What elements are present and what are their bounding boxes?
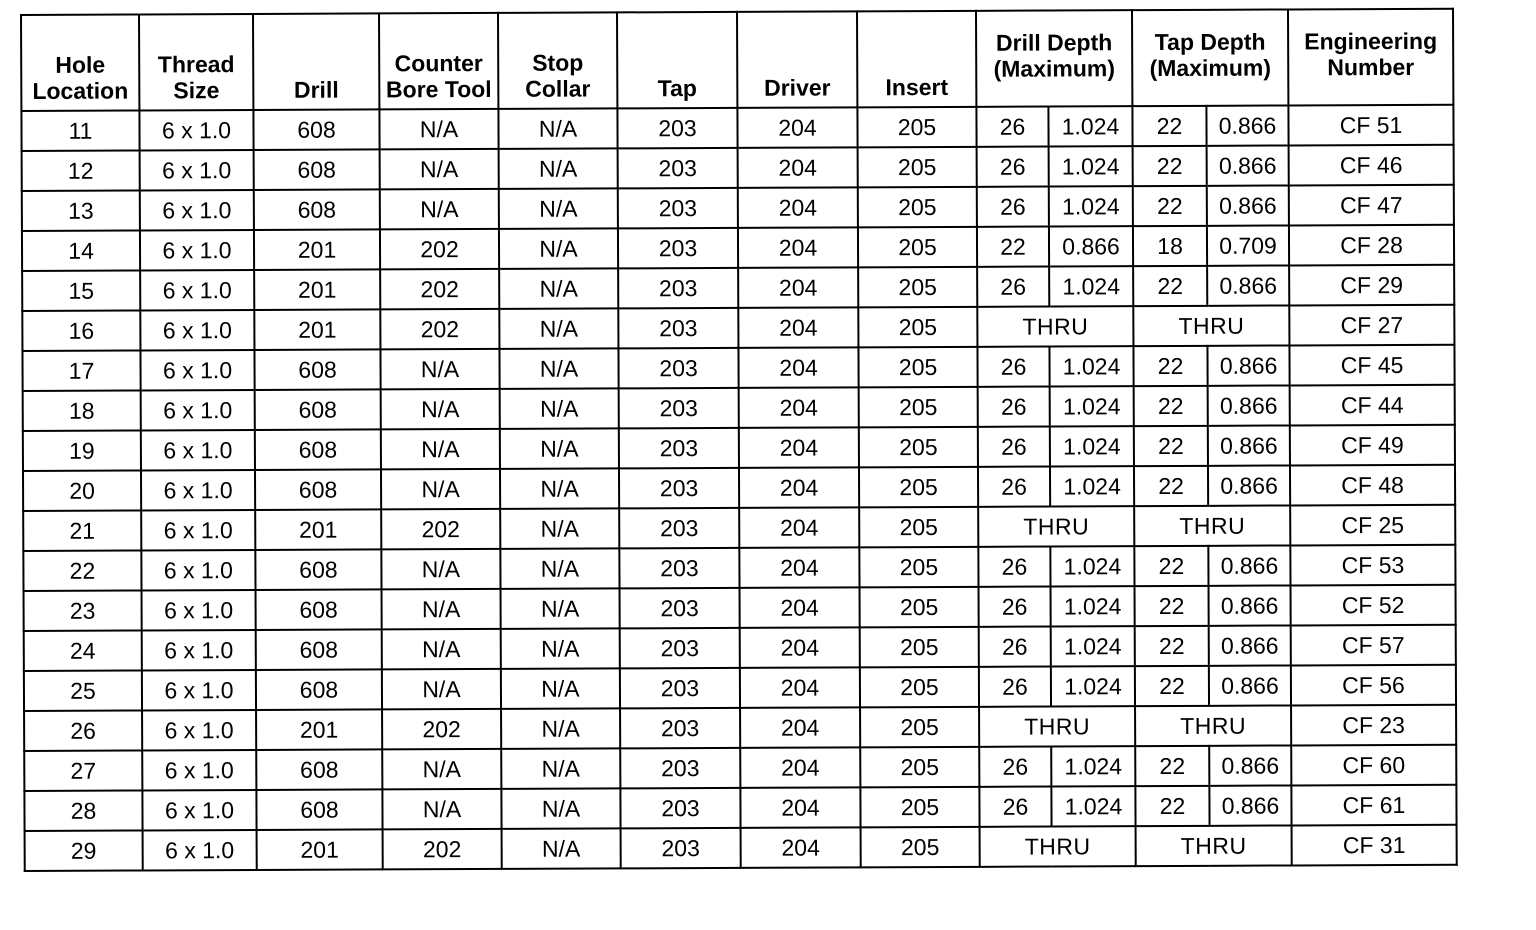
cell-hole-location: 22 <box>23 550 141 591</box>
cell-driver: 204 <box>739 387 859 428</box>
cell-thread-size: 6 x 1.0 <box>141 510 255 550</box>
cell-drill-depth-thru: THRU <box>977 306 1133 347</box>
cell-driver: 204 <box>737 107 857 148</box>
cell-engineering-number: CF 57 <box>1291 625 1456 666</box>
cell-drill-depth-mm: 22 <box>977 227 1049 267</box>
cell-insert: 205 <box>859 467 978 508</box>
cell-hole-location: 20 <box>23 470 141 511</box>
cell-thread-size: 6 x 1.0 <box>142 750 256 790</box>
cell-engineering-number: CF 56 <box>1291 665 1456 706</box>
cell-tap-depth-in: 0.866 <box>1206 105 1288 145</box>
cell-driver: 204 <box>740 627 860 668</box>
cell-tap-depth-in: 0.866 <box>1209 785 1291 825</box>
table-row <box>23 385 1455 431</box>
cell-stop-collar: N/A <box>499 268 618 309</box>
cell-thread-size: 6 x 1.0 <box>140 150 254 190</box>
cell-insert: 205 <box>859 547 978 588</box>
cell-hole-location: 13 <box>22 190 140 231</box>
cell-stop-collar: N/A <box>501 668 620 709</box>
cell-tap-depth-in: 0.866 <box>1209 665 1291 705</box>
cell-thread-size: 6 x 1.0 <box>143 830 257 870</box>
cell-insert: 205 <box>858 227 977 268</box>
cell-drill: 608 <box>256 669 382 710</box>
cell-drill-depth-in: 1.024 <box>1049 266 1133 306</box>
header-tap-depth: Tap Depth (Maximum) <box>1132 9 1288 106</box>
cell-hole-location: 26 <box>24 710 142 751</box>
cell-drill-depth-in: 0.866 <box>1049 226 1133 266</box>
cell-tap-depth-mm: 22 <box>1134 546 1208 586</box>
cell-engineering-number: CF 52 <box>1291 585 1456 626</box>
cell-insert: 205 <box>860 627 979 668</box>
cell-insert: 205 <box>860 787 979 828</box>
cell-counter-bore-tool: 202 <box>383 829 502 870</box>
cell-counter-bore-tool: N/A <box>380 349 499 390</box>
header-drill-depth: Drill Depth (Maximum) <box>976 10 1132 107</box>
cell-tap-depth-thru: THRU <box>1135 705 1291 746</box>
cell-tap: 203 <box>620 788 740 829</box>
cell-engineering-number: CF 23 <box>1291 705 1456 746</box>
table-row <box>24 785 1456 831</box>
cell-drill-depth-mm: 26 <box>978 387 1050 427</box>
cell-tap-depth-mm: 22 <box>1135 626 1209 666</box>
cell-drill: 608 <box>256 629 382 670</box>
cell-thread-size: 6 x 1.0 <box>141 550 255 590</box>
cell-stop-collar: N/A <box>500 548 619 589</box>
cell-tap: 203 <box>619 388 739 429</box>
cell-insert: 205 <box>858 307 977 348</box>
header-hole-location: Hole Location <box>21 14 139 111</box>
header-tap: Tap <box>617 12 737 109</box>
cell-drill-depth-mm: 26 <box>976 107 1048 147</box>
cell-thread-size: 6 x 1.0 <box>140 310 254 350</box>
cell-insert: 205 <box>859 387 978 428</box>
cell-drill-depth-in: 1.024 <box>1051 786 1135 826</box>
cell-engineering-number: CF 48 <box>1290 465 1455 506</box>
cell-drill: 201 <box>255 509 381 550</box>
cell-drill: 608 <box>256 789 382 830</box>
cell-drill: 201 <box>254 309 380 350</box>
cell-drill-depth-in: 1.024 <box>1049 186 1133 226</box>
cell-stop-collar: N/A <box>500 508 619 549</box>
cell-thread-size: 6 x 1.0 <box>142 670 256 710</box>
cell-counter-bore-tool: N/A <box>379 109 498 150</box>
table-row <box>22 265 1454 311</box>
cell-drill: 201 <box>257 829 383 870</box>
cell-drill-depth-thru: THRU <box>978 506 1134 547</box>
cell-insert: 205 <box>861 827 980 868</box>
header-counter-bore-tool: Counter Bore Tool <box>379 13 498 110</box>
cell-insert: 205 <box>858 267 977 308</box>
cell-tap: 203 <box>619 468 739 509</box>
cell-drill-depth-in: 1.024 <box>1049 146 1133 186</box>
cell-tap-depth-mm: 22 <box>1135 746 1209 786</box>
cell-counter-bore-tool: N/A <box>382 589 501 630</box>
cell-drill: 608 <box>253 109 379 150</box>
table-row <box>22 305 1454 351</box>
cell-driver: 204 <box>740 747 860 788</box>
cell-tap-depth-mm: 22 <box>1134 426 1208 466</box>
cell-engineering-number: CF 28 <box>1289 225 1454 266</box>
cell-engineering-number: CF 60 <box>1291 745 1456 786</box>
table-row <box>22 345 1454 391</box>
cell-tap-depth-in: 0.866 <box>1207 185 1289 225</box>
cell-drill: 608 <box>254 149 380 190</box>
cell-drill-depth-in: 1.024 <box>1050 426 1134 466</box>
cell-tap-depth-in: 0.866 <box>1207 145 1289 185</box>
cell-hole-location: 17 <box>22 350 140 391</box>
cell-engineering-number: CF 51 <box>1288 105 1453 146</box>
cell-drill-depth-in: 1.024 <box>1050 386 1134 426</box>
table-row <box>24 745 1456 791</box>
cell-thread-size: 6 x 1.0 <box>140 190 254 230</box>
header-thread-size: Thread Size <box>139 14 253 110</box>
cell-tap: 203 <box>620 588 740 629</box>
cell-drill-depth-in: 1.024 <box>1051 666 1135 706</box>
cell-tap-depth-in: 0.866 <box>1208 465 1290 505</box>
table-row <box>21 105 1453 151</box>
cell-tap: 203 <box>618 268 738 309</box>
cell-hole-location: 24 <box>24 630 142 671</box>
cell-stop-collar: N/A <box>501 588 620 629</box>
cell-thread-size: 6 x 1.0 <box>140 230 254 270</box>
cell-thread-size: 6 x 1.0 <box>139 110 253 150</box>
cell-engineering-number: CF 53 <box>1290 545 1455 586</box>
cell-stop-collar: N/A <box>502 828 621 869</box>
cell-drill-depth-mm: 26 <box>977 147 1049 187</box>
cell-insert: 205 <box>859 507 978 548</box>
cell-drill-depth-mm: 26 <box>978 547 1050 587</box>
cell-tap: 203 <box>620 668 740 709</box>
cell-stop-collar: N/A <box>501 788 620 829</box>
cell-tap-depth-mm: 22 <box>1135 586 1209 626</box>
cell-insert: 205 <box>858 187 977 228</box>
cell-drill-depth-thru: THRU <box>980 826 1136 867</box>
cell-tap-depth-mm: 22 <box>1135 666 1209 706</box>
cell-counter-bore-tool: N/A <box>382 789 501 830</box>
cell-thread-size: 6 x 1.0 <box>142 630 256 670</box>
header-driver: Driver <box>737 11 857 108</box>
table-row <box>23 425 1455 471</box>
cell-drill: 608 <box>255 549 381 590</box>
cell-counter-bore-tool: N/A <box>380 149 499 190</box>
cell-driver: 204 <box>738 347 858 388</box>
cell-counter-bore-tool: N/A <box>382 629 501 670</box>
cell-insert: 205 <box>860 667 979 708</box>
cell-tap: 203 <box>620 628 740 669</box>
cell-drill: 608 <box>255 389 381 430</box>
cell-counter-bore-tool: N/A <box>381 429 500 470</box>
cell-drill-depth-mm: 26 <box>979 747 1051 787</box>
cell-engineering-number: CF 44 <box>1290 385 1455 426</box>
cell-hole-location: 21 <box>23 510 141 551</box>
cell-drill: 608 <box>254 349 380 390</box>
cell-tap-depth-in: 0.866 <box>1208 545 1290 585</box>
cell-tap-depth-mm: 22 <box>1132 106 1206 146</box>
cell-tap-depth-in: 0.866 <box>1207 345 1289 385</box>
cell-drill: 608 <box>256 749 382 790</box>
cell-tap: 203 <box>619 548 739 589</box>
cell-counter-bore-tool: N/A <box>380 189 499 230</box>
cell-driver: 204 <box>740 587 860 628</box>
cell-driver: 204 <box>738 187 858 228</box>
table-row <box>24 665 1456 711</box>
cell-tap-depth-mm: 22 <box>1134 386 1208 426</box>
cell-tap-depth-mm: 22 <box>1134 466 1208 506</box>
table-row <box>22 225 1454 271</box>
cell-insert: 205 <box>857 107 976 148</box>
cell-driver: 204 <box>738 147 858 188</box>
cell-thread-size: 6 x 1.0 <box>141 430 255 470</box>
cell-engineering-number: CF 47 <box>1289 185 1454 226</box>
table-row <box>22 185 1454 231</box>
cell-tap-depth-in: 0.709 <box>1207 225 1289 265</box>
cell-counter-bore-tool: 202 <box>380 269 499 310</box>
cell-counter-bore-tool: N/A <box>381 469 500 510</box>
cell-engineering-number: CF 45 <box>1289 345 1454 386</box>
table-row <box>22 145 1454 191</box>
cell-hole-location: 19 <box>23 430 141 471</box>
cell-insert: 205 <box>860 587 979 628</box>
cell-counter-bore-tool: 202 <box>380 229 499 270</box>
cell-drill-depth-mm: 26 <box>979 587 1051 627</box>
cell-counter-bore-tool: N/A <box>381 549 500 590</box>
cell-drill-depth-in: 1.024 <box>1048 106 1132 146</box>
cell-tap-depth-thru: THRU <box>1133 305 1289 346</box>
cell-tap: 203 <box>618 148 738 189</box>
cell-counter-bore-tool: N/A <box>381 389 500 430</box>
cell-tap-depth-thru: THRU <box>1136 825 1292 866</box>
cell-tap: 203 <box>621 828 741 869</box>
cell-thread-size: 6 x 1.0 <box>140 350 254 390</box>
cell-driver: 204 <box>740 667 860 708</box>
cell-tap: 203 <box>618 348 738 389</box>
hole-tooling-table <box>20 8 1458 872</box>
hole-tooling-table-container <box>20 8 1456 872</box>
cell-stop-collar: N/A <box>499 228 618 269</box>
cell-drill: 608 <box>256 589 382 630</box>
table-row <box>24 705 1456 751</box>
cell-drill: 201 <box>254 269 380 310</box>
cell-stop-collar: N/A <box>501 628 620 669</box>
cell-thread-size: 6 x 1.0 <box>142 790 256 830</box>
cell-drill: 608 <box>255 469 381 510</box>
cell-tap-depth-mm: 22 <box>1133 346 1207 386</box>
cell-stop-collar: N/A <box>500 428 619 469</box>
table-row <box>23 545 1455 591</box>
cell-hole-location: 28 <box>24 790 142 831</box>
cell-insert: 205 <box>859 427 978 468</box>
cell-stop-collar: N/A <box>498 108 617 149</box>
cell-driver: 204 <box>741 827 861 868</box>
cell-insert: 205 <box>858 147 977 188</box>
cell-hole-location: 11 <box>21 110 139 151</box>
header-engineering-number: Engineering Number <box>1288 9 1453 106</box>
cell-tap: 203 <box>618 188 738 229</box>
cell-engineering-number: CF 61 <box>1291 785 1456 826</box>
cell-drill: 201 <box>256 709 382 750</box>
cell-engineering-number: CF 49 <box>1290 425 1455 466</box>
cell-drill-depth-in: 1.024 <box>1051 746 1135 786</box>
cell-counter-bore-tool: N/A <box>382 749 501 790</box>
cell-drill-depth-in: 1.024 <box>1051 586 1135 626</box>
cell-counter-bore-tool: 202 <box>381 509 500 550</box>
cell-thread-size: 6 x 1.0 <box>142 710 256 750</box>
cell-tap-depth-in: 0.866 <box>1209 745 1291 785</box>
cell-counter-bore-tool: 202 <box>382 709 501 750</box>
cell-hole-location: 14 <box>22 230 140 271</box>
cell-tap: 203 <box>617 108 737 149</box>
cell-tap: 203 <box>620 708 740 749</box>
cell-drill-depth-in: 1.024 <box>1050 466 1134 506</box>
cell-engineering-number: CF 29 <box>1289 265 1454 306</box>
cell-drill-depth-in: 1.024 <box>1050 546 1134 586</box>
cell-drill: 608 <box>254 189 380 230</box>
cell-drill-depth-mm: 26 <box>979 667 1051 707</box>
cell-thread-size: 6 x 1.0 <box>141 470 255 510</box>
cell-tap: 203 <box>619 508 739 549</box>
cell-stop-collar: N/A <box>500 468 619 509</box>
cell-driver: 204 <box>740 707 860 748</box>
table-row <box>23 505 1455 551</box>
cell-tap-depth-mm: 22 <box>1133 146 1207 186</box>
cell-driver: 204 <box>739 547 859 588</box>
cell-drill-depth-mm: 26 <box>977 347 1049 387</box>
cell-thread-size: 6 x 1.0 <box>141 390 255 430</box>
header-insert: Insert <box>857 11 976 108</box>
cell-stop-collar: N/A <box>499 148 618 189</box>
cell-drill-depth-in: 1.024 <box>1049 346 1133 386</box>
cell-hole-location: 16 <box>22 310 140 351</box>
cell-tap-depth-in: 0.866 <box>1208 385 1290 425</box>
cell-driver: 204 <box>739 427 859 468</box>
cell-hole-location: 27 <box>24 750 142 791</box>
cell-tap-depth-in: 0.866 <box>1208 425 1290 465</box>
cell-counter-bore-tool: 202 <box>380 309 499 350</box>
cell-engineering-number: CF 31 <box>1292 825 1457 866</box>
cell-insert: 205 <box>858 347 977 388</box>
cell-tap: 203 <box>618 228 738 269</box>
cell-engineering-number: CF 27 <box>1289 305 1454 346</box>
table-row <box>23 465 1455 511</box>
cell-driver: 204 <box>738 227 858 268</box>
cell-engineering-number: CF 25 <box>1290 505 1455 546</box>
cell-drill-depth-mm: 26 <box>979 627 1051 667</box>
cell-tap-depth-mm: 18 <box>1133 226 1207 266</box>
cell-thread-size: 6 x 1.0 <box>142 590 256 630</box>
cell-tap-depth-in: 0.866 <box>1207 265 1289 305</box>
cell-stop-collar: N/A <box>501 748 620 789</box>
cell-tap: 203 <box>619 428 739 469</box>
table-row <box>24 585 1456 631</box>
cell-engineering-number: CF 46 <box>1289 145 1454 186</box>
cell-stop-collar: N/A <box>499 188 618 229</box>
cell-hole-location: 29 <box>25 830 143 871</box>
cell-hole-location: 12 <box>22 150 140 191</box>
cell-hole-location: 18 <box>23 390 141 431</box>
cell-tap-depth-thru: THRU <box>1134 505 1290 546</box>
cell-hole-location: 15 <box>22 270 140 311</box>
cell-drill-depth-mm: 26 <box>977 267 1049 307</box>
cell-driver: 204 <box>738 307 858 348</box>
cell-driver: 204 <box>740 787 860 828</box>
cell-tap: 203 <box>618 308 738 349</box>
cell-drill-depth-thru: THRU <box>979 706 1135 747</box>
cell-tap-depth-mm: 22 <box>1133 266 1207 306</box>
header-stop-collar: Stop Collar <box>498 12 617 109</box>
cell-stop-collar: N/A <box>501 708 620 749</box>
cell-drill-depth-mm: 26 <box>978 467 1050 507</box>
cell-tap-depth-in: 0.866 <box>1209 585 1291 625</box>
header-row <box>21 9 1453 111</box>
cell-stop-collar: N/A <box>499 348 618 389</box>
cell-stop-collar: N/A <box>499 308 618 349</box>
cell-drill-depth-mm: 26 <box>978 427 1050 467</box>
cell-hole-location: 23 <box>24 590 142 631</box>
cell-driver: 204 <box>738 267 858 308</box>
cell-drill-depth-mm: 26 <box>977 187 1049 227</box>
cell-driver: 204 <box>739 507 859 548</box>
table-row <box>25 825 1457 871</box>
cell-drill: 201 <box>254 229 380 270</box>
cell-thread-size: 6 x 1.0 <box>140 270 254 310</box>
cell-driver: 204 <box>739 467 859 508</box>
cell-drill-depth-mm: 26 <box>979 787 1051 827</box>
cell-hole-location: 25 <box>24 670 142 711</box>
cell-tap: 203 <box>620 748 740 789</box>
header-drill: Drill <box>253 13 379 110</box>
cell-insert: 205 <box>860 707 979 748</box>
cell-tap-depth-mm: 22 <box>1133 186 1207 226</box>
cell-drill: 608 <box>255 429 381 470</box>
cell-insert: 205 <box>860 747 979 788</box>
cell-counter-bore-tool: N/A <box>382 669 501 710</box>
cell-drill-depth-in: 1.024 <box>1051 626 1135 666</box>
cell-tap-depth-mm: 22 <box>1135 786 1209 826</box>
table-row <box>24 625 1456 671</box>
table-body <box>21 105 1456 871</box>
cell-tap-depth-in: 0.866 <box>1209 625 1291 665</box>
cell-stop-collar: N/A <box>500 388 619 429</box>
